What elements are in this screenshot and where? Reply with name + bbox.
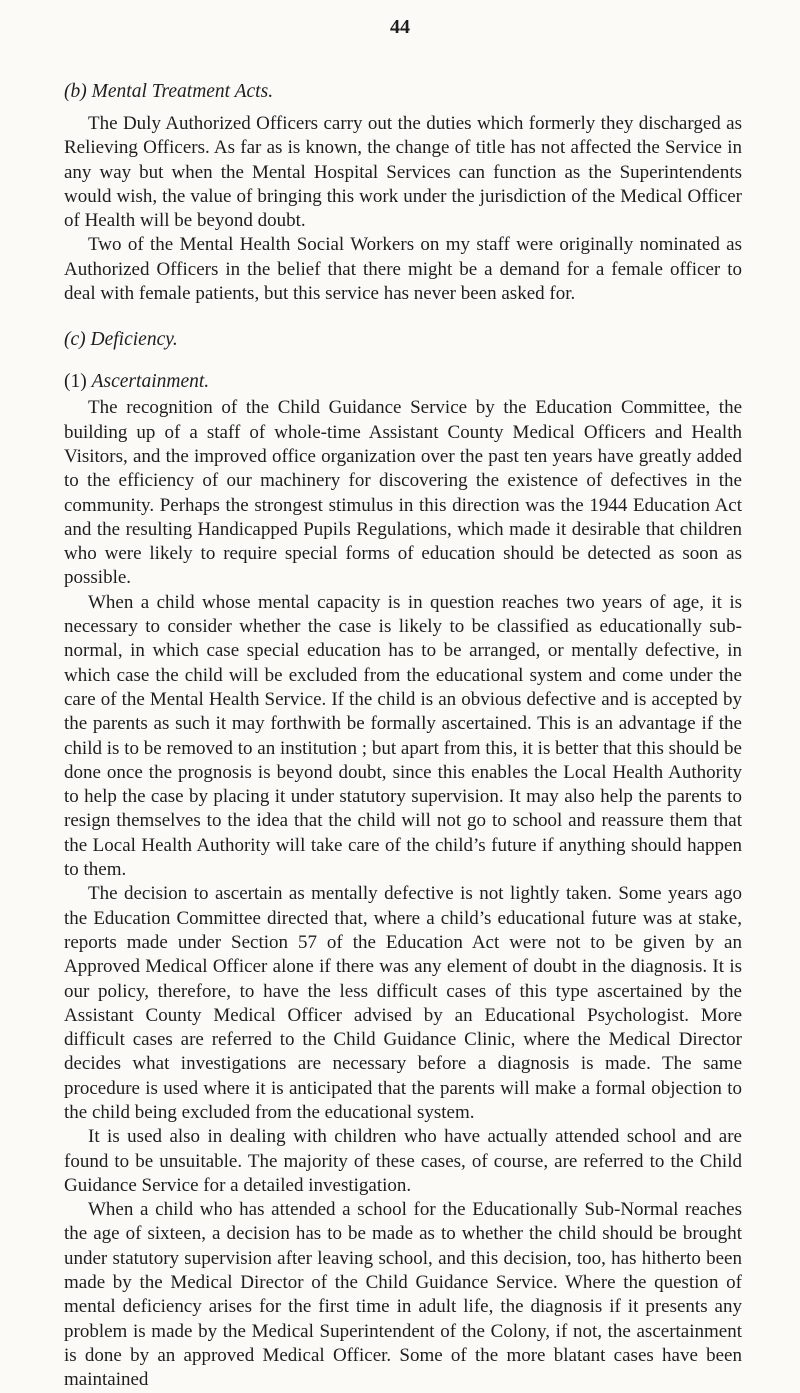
subsection-1-title: Ascertainment. — [91, 371, 210, 393]
ascertainment-paragraph-3: The decision to ascertain as mentally defective is not lightly taken. Some years ago the Education Committee directed that, where a child’s educational future was at stake, reports made under Section 57 of the Education Act were not to be given by an Approved Medical Officer alone if there was any element of doubt in the diagnosis. It is our policy, therefore, to have the less difficult cases of this type ascertained by the Assistant County Medical Officer advised by an Educational Psychologist. More difficult cases are referred to the Child Guidance Clinic, where the Medical Director decides what investigations are necessary before a diagnosis is made. The same procedure is used where it is anticipated that the parents will make a formal objection to the child being excluded from the educational system. — [64, 883, 742, 1123]
section-c-heading — [64, 326, 742, 354]
subsection-1-heading — [64, 368, 742, 396]
page-content — [64, 78, 742, 1393]
section-b-heading — [64, 78, 742, 106]
ascertainment-paragraph-2: When a child whose mental capacity is in question reaches two years of age, it is necessary to consider whether the case is likely to be classified as educationally sub-normal, in which case special education has to be arranged, or mentally defective, in which case the child will be excluded from the educational system and come under the care of the Mental Health Service. If the child is an obvious defective and is accepted by the parents as such it may forthwith be formally ascertained. This is an advantage if the child is to be removed to an institution ; but apart from this, it is better that this should be done once the prognosis is beyond doubt, since this enables the Local Health Authority to help the case by placing it under statutory supervision. It may also help the parents to resign themselves to the idea that the child will not go to school and reassure them that the Local Health Authority will take care of the child’s future if anything should happen to them. — [64, 591, 742, 881]
ascertainment-paragraph-5: When a child who has attended a school for the Educationally Sub-Normal reaches the age of sixteen, a decision has to be made as to whether the child should be brought under statutory supervision after leaving school, and this decision, too, has hitherto been made by the Medical Director of the Child Guidance Service. Where the question of mental deficiency arises for the first time in adult life, the diagnosis if it presents any problem is made by the Medical Superintendent of the Colony, if not, the ascertainment is done by an approved Medical Officer. Some of the more blatant cases have been maintained — [64, 1199, 742, 1391]
section-b-paragraph-1: The Duly Authorized Officers carry out the duties which formerly they discharged as Relieving Officers. As far as is known, the change of title has not affected the Service in any way but when the Mental Hospital Services can function as the Superintendents would wish, the value of bringing this work under the jurisdiction of the Medical Officer of Health will be beyond doubt. — [64, 113, 742, 232]
section-c-title: Deficiency. — [90, 329, 178, 351]
ascertainment-paragraph-4: It is used also in dealing with children who have actually attended school and are found to be unsuitable. The majority of these cases, of course, are referred to the Child Guidance Service for a detailed investigation. — [64, 1126, 742, 1196]
subsection-1-label: (1) — [64, 371, 87, 393]
ascertainment-paragraph-1: The recognition of the Child Guidance Service by the Education Committee, the building up of a staff of whole-time Assistant County Medical Officers and Health Visitors, and the improved office organization over the past ten years have greatly added to the efficiency of our machinery for discovering the existence of defectives in the community. Perhaps the strongest stimulus in this direction was the 1944 Education Act and the resulting Handicapped Pupils Regulations, which made it desirable that children who were likely to require special forms of education should be detected as soon as possible. — [64, 397, 742, 589]
page-number: 44 — [390, 16, 410, 38]
section-b-label: (b) — [64, 81, 87, 102]
section-c-label: (c) — [64, 329, 86, 351]
section-b-paragraph-2: Two of the Mental Health Social Workers on my staff were originally nominated as Authorized Officers in the belief that there might be a demand for a female officer to deal with female patients, but this service has never been asked for. — [64, 234, 742, 305]
section-b-title: Mental Treatment Acts. — [91, 81, 274, 102]
